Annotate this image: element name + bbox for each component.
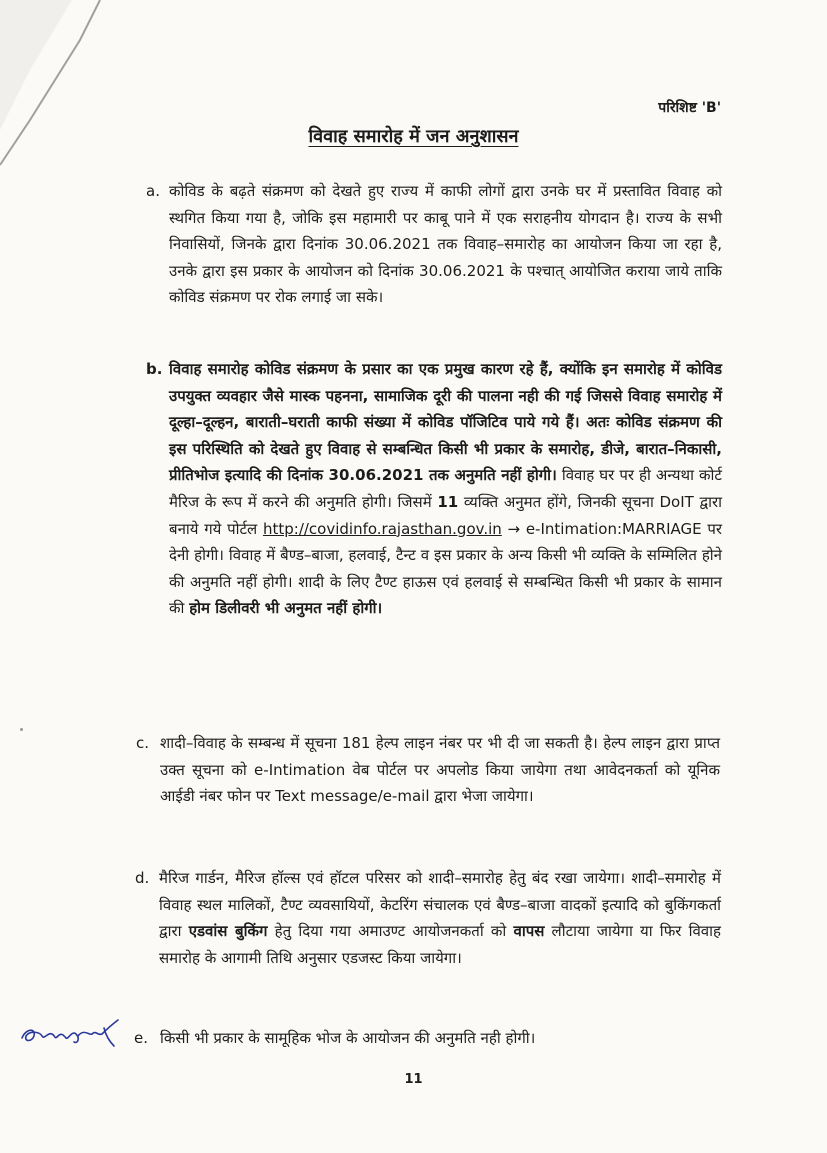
clause-text — [169, 356, 722, 622]
clause-text: किसी भी प्रकार के सामूहिक भोज के आयोजन की अनुमति नही होगी। — [160, 1029, 536, 1047]
handwritten-signature-icon — [18, 1006, 128, 1056]
clause-marker: c. — [136, 734, 150, 752]
portal-link[interactable]: http://covidinfo.rajasthan.gov.in — [262, 519, 502, 538]
clause-text-part: लौटाया जायेगा या फिर विवाह समारोह के आगामी तिथि अनुसार एडजस्ट किया जायेगा। — [159, 922, 721, 967]
clause-c — [136, 730, 720, 810]
page-number: 11 — [404, 1072, 423, 1087]
clause-text-part: → e-Intimation:MARRIAGE पर देनी होगी। विवाह में बैण्ड–बाजा, हलवाई, टैन्ट व इस प्रकार के अन्य किसी भी व्यक्ति के सम्मिलित होने की अनुमति नहीं होगी। शादी के लिए टैण्ट हाऊस एवं हलवाई से सम्बन्धित किसी भी प्रकार के सामान की — [169, 519, 723, 618]
clause-marker: d. — [135, 869, 150, 887]
clause-b — [146, 356, 723, 622]
advance-booking-emphasis: एडवांस बुकिंग — [188, 922, 268, 941]
clause-marker: b. — [146, 360, 163, 378]
clause-marker: a. — [146, 182, 160, 200]
clause-bold-outro: होम डिलीवरी भी अनुमत नहीं होगी। — [189, 599, 383, 618]
clause-bold-intro: विवाह समारोह कोविड संक्रमण के प्रसार का एक प्रमुख कारण रहे हैं, क्योंकि इन समारोह में कोविड उपयुक्त व्यवहार जैसे मास्क पहनना, सामाजिक दूरी की पालना नही की गई जिससे विवाह समारोह में दूल्हा–दूल्हन, बाराती–घराती काफी संख्या में कोविड पॉजिटिव पाये गये हैं। अतः कोविड संक्रमण की इस परिस्थिति को देखते हुए विवाह से सम्बन्धित किसी भी प्रकार के समारोह, डीजे, बारात–निकासी, प्रीतिभोज इत्यादि की दिनांक 30.06.2021 तक अनुमति नहीं होगी। — [169, 360, 722, 485]
clause-text-part: हेतु दिया गया अमाउण्ट आयोजनकर्ता को — [267, 922, 514, 941]
page-title: विवाह समारोह में जन अनुशासन — [308, 126, 519, 147]
clause-text-part: व्यक्ति अनुमत होंगे, जिनकी सूचना DoIT द्वारा बनाये गये पोर्टल — [169, 492, 723, 538]
clause-text-part: मैरिज गार्डन, मैरिज हॉल्स एवं हॉटल परिसर को शादी–समारोह हेतु बंद रखा जायेगा। शादी–समारोह में विवाह स्थल मालिकों, टैण्ट व्यवसायियों, केटरिंग संचालक एवं बैण्ड–बाजा वादकों इत्यादि को बुकिंगकर्ता द्वारा — [159, 869, 721, 941]
page-crease-icon — [0, 0, 110, 200]
scan-speck — [20, 728, 23, 731]
clause-text-part: विवाह घर पर ही अन्यथा कोर्ट मैरिज के रूप में करने की अनुमति होगी। जिसमें — [169, 466, 722, 511]
clause-d — [135, 865, 721, 971]
clause-text: कोविड के बढ़ते संक्रमण को देखते हुए राज्य में काफी लोगों द्वारा उनके घर में प्रस्तावित विवाह को स्थगित किया गया है, जोकि इस महामारी पर काबू पाने में एक सराहनीय योगदान है। राज्य के सभी निवासियों, जिनके द्वारा दिनांक 30.06.2021 तक विवाह–समारोह का आयोजन किया जा रहा है, उनके द्वारा इस प्रकार के आयोजन को दिनांक 30.06.2021 के पश्चात् आयोजित कराया जाये ताकि कोविड संक्रमण पर रोक लगाई जा सके। — [169, 182, 722, 307]
clause-text: शादी–विवाह के सम्बन्ध में सूचना 181 हेल्प लाइन नंबर पर भी दी जा सकती है। हेल्प लाइन द्वारा प्राप्त उक्त सूचना को e-Intimation वेब पोर्टल पर अपलोड किया जायेगा तथा आवेदनकर्ता को यूनिक आईडी नंबर फोन पर Text message/e-mail द्वारा भेजा जायेगा। — [160, 734, 720, 806]
clause-e — [134, 1025, 720, 1052]
clause-a — [146, 178, 722, 311]
return-emphasis: वापस — [513, 922, 545, 941]
clause-marker: e. — [134, 1029, 148, 1047]
person-count: 11 — [437, 492, 459, 511]
clause-text — [159, 865, 721, 971]
annexure-label: परिशिष्ट 'B' — [658, 100, 721, 116]
